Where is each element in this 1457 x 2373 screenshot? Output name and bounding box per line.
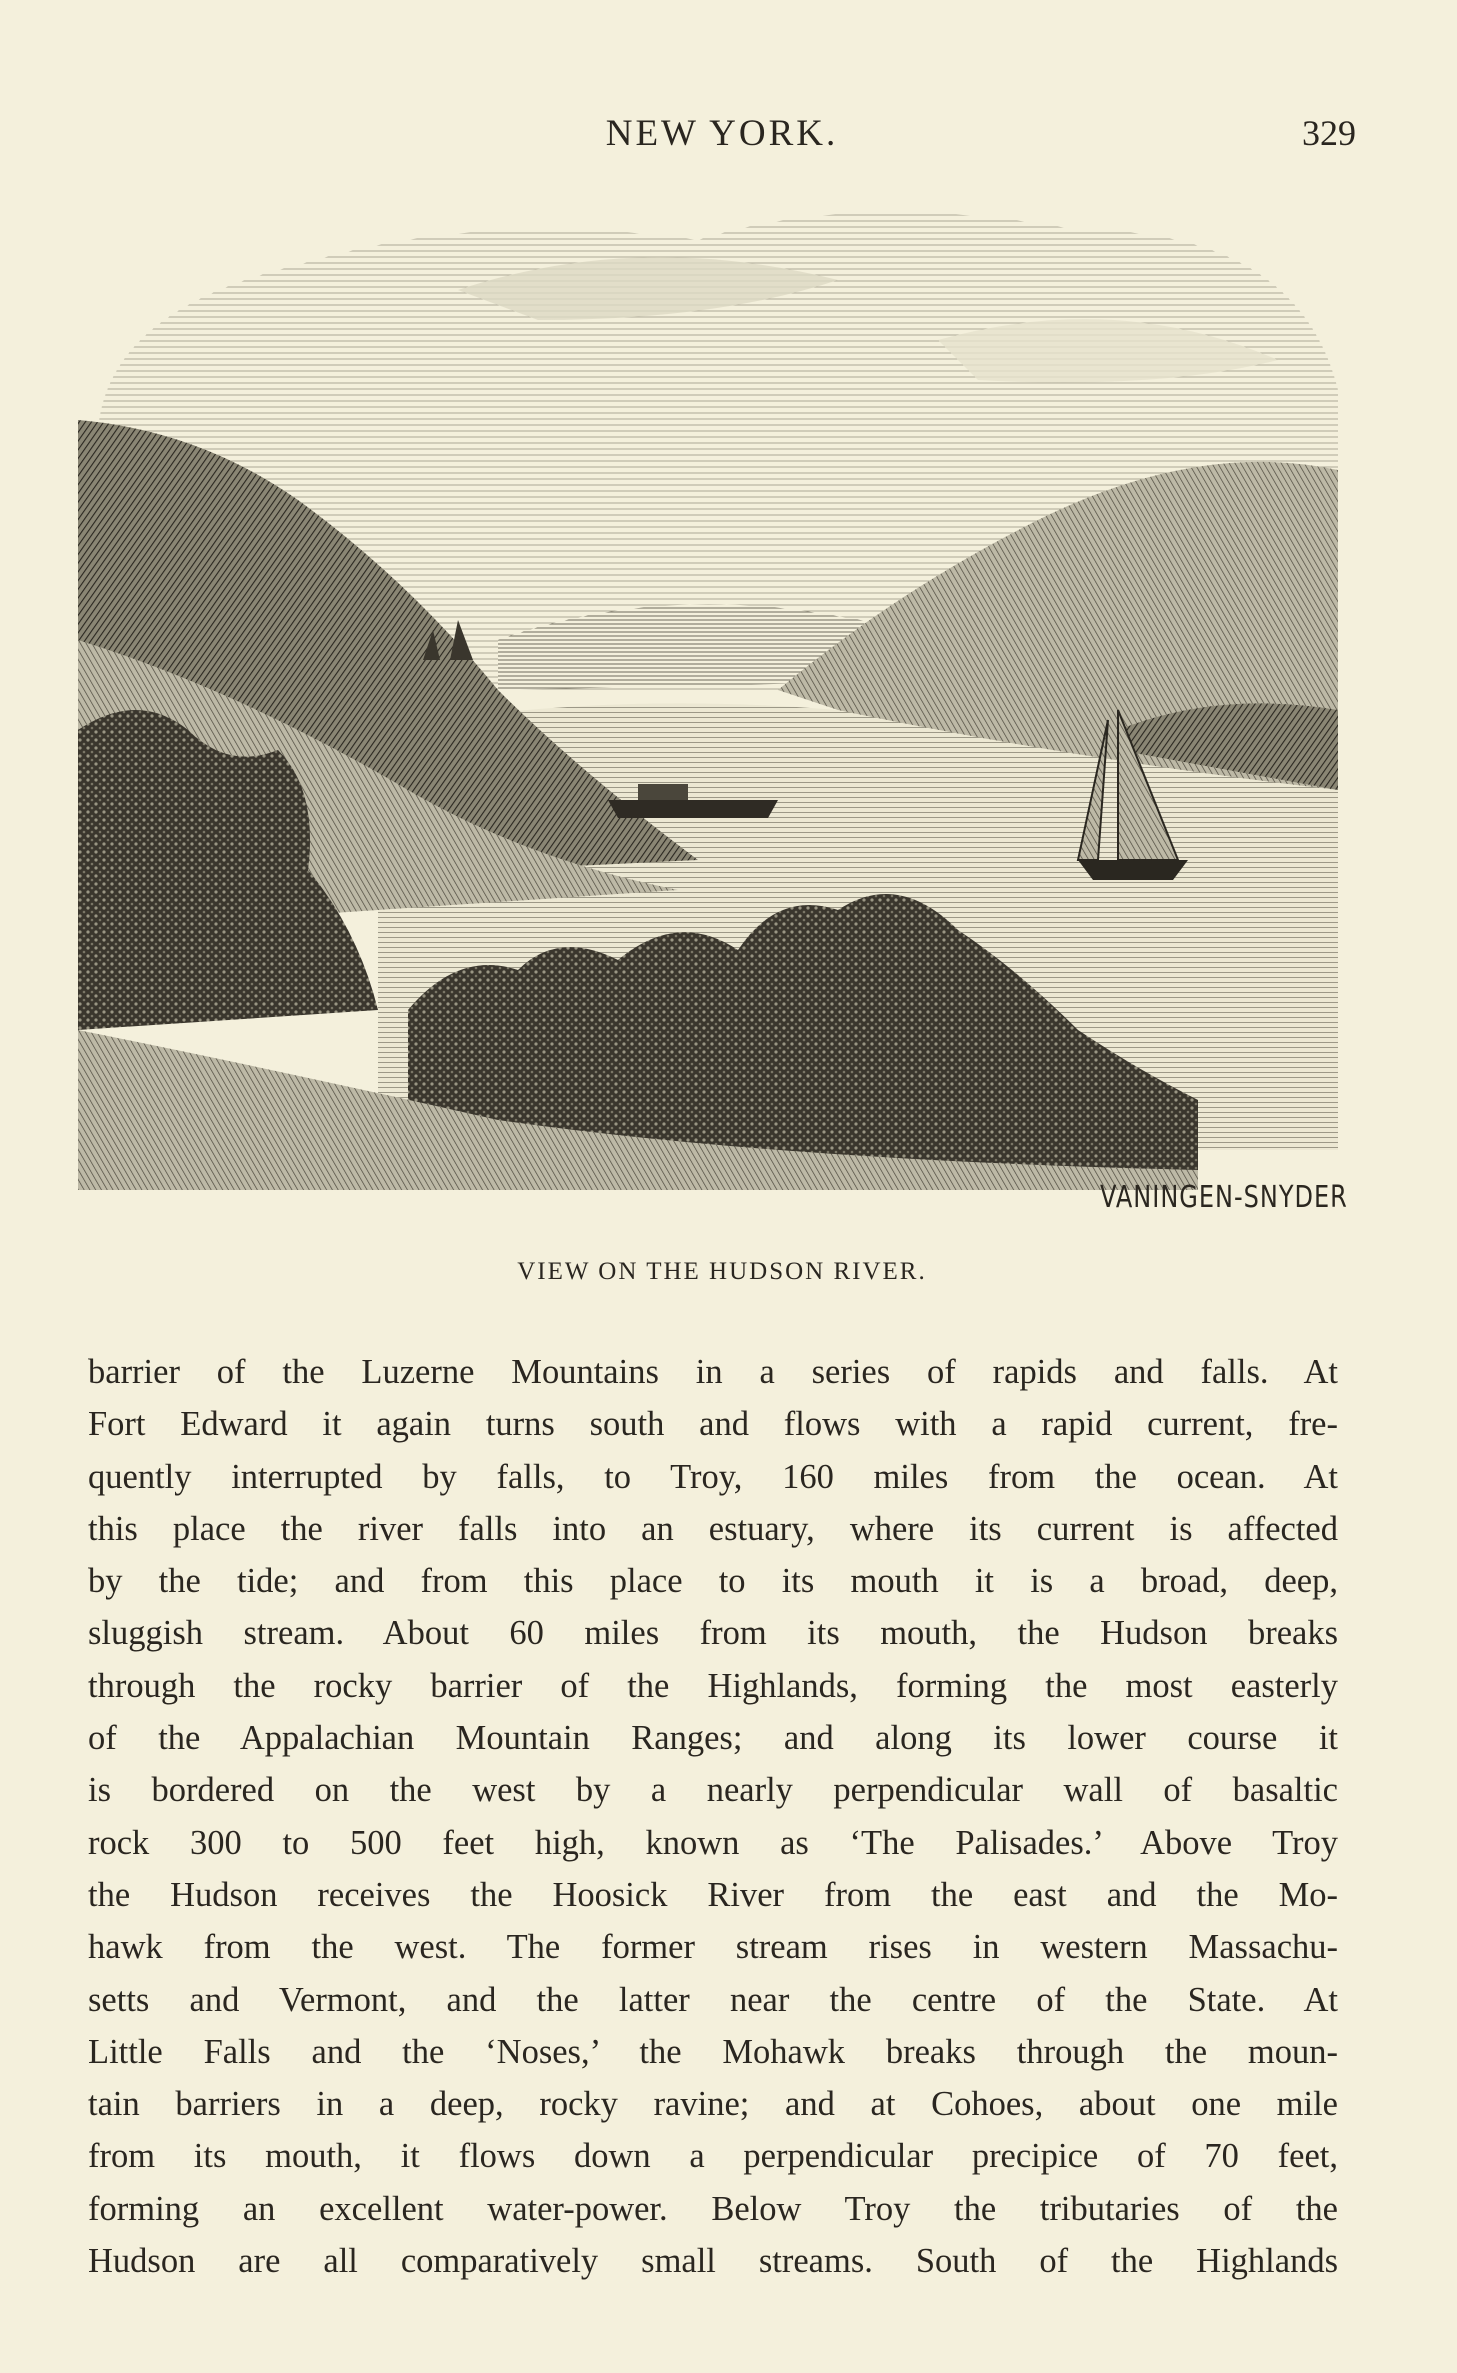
text-line: Little Falls and the ‘Noses,’ the Mohawk breaks through the moun-: [88, 2032, 1338, 2071]
text-line: rock 300 to 500 feet high, known as ‘The Palisades.’ Above Troy: [88, 1823, 1338, 1862]
text-line: from its mouth, it flows down a perpendicular precipice of 70 feet,: [88, 2137, 1338, 2176]
text-line: is bordered on the west by a nearly perpendicular wall of basaltic: [88, 1771, 1338, 1810]
running-title: NEW YORK.: [605, 113, 839, 154]
body-text: [88, 1346, 1338, 2287]
text-line: by the tide; and from this place to its mouth it is a broad, deep,: [88, 1562, 1338, 1601]
text-line: this place the river falls into an estuary, where its current is affected: [88, 1509, 1338, 1548]
text-line: forming an excellent water-power. Below Troy the tributaries of the: [88, 2189, 1338, 2228]
text-line: setts and Vermont, and the latter near the centre of the State. At: [88, 1980, 1338, 2019]
text-line: quently interrupted by falls, to Troy, 160 miles from the ocean. At: [88, 1457, 1338, 1496]
text-line: hawk from the west. The former stream rises in western Massachu-: [88, 1928, 1338, 1967]
engraver-signature: VANINGEN-SNYDER: [1100, 1179, 1348, 1215]
hudson-river-engraving: [78, 170, 1358, 1230]
text-line: tain barriers in a deep, rocky ravine; and at Cohoes, about one mile: [88, 2085, 1338, 2124]
figure-caption: VIEW ON THE HUDSON RIVER.: [517, 1258, 927, 1285]
text-line: the Hudson receives the Hoosick River from the east and the Mo-: [88, 1875, 1338, 1914]
text-line: through the rocky barrier of the Highlands, forming the most easterly: [88, 1666, 1338, 1705]
text-line: Fort Edward it again turns south and flows with a rapid current, fre-: [88, 1405, 1338, 1444]
text-line: barrier of the Luzerne Mountains in a series of rapids and falls. At: [88, 1353, 1338, 1391]
running-head: [88, 112, 1356, 152]
text-line: of the Appalachian Mountain Ranges; and along its lower course it: [88, 1719, 1338, 1758]
text-line: Hudson are all comparatively small streams. South of the Highlands: [88, 2242, 1338, 2281]
text-line: sluggish stream. About 60 miles from its mouth, the Hudson breaks: [88, 1614, 1338, 1653]
page-number: 329: [1302, 113, 1356, 153]
